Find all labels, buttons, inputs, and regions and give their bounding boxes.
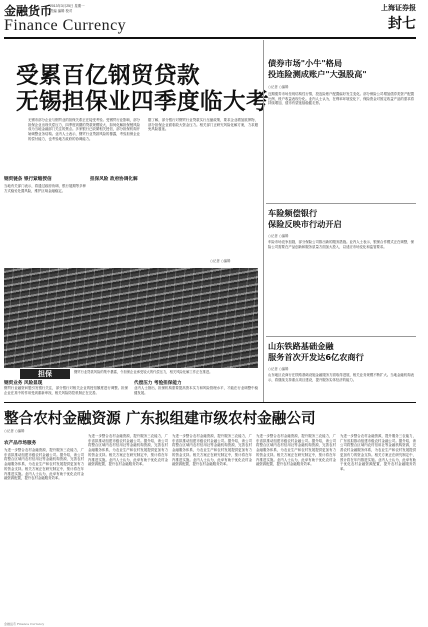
photo-caption: 钢贸行业贷款风险的集中暴露，令担保企业承受较大的代偿压力，相关风险化解工作正在推进。 <box>74 370 213 374</box>
right-article3-byline: ○记者 ○编辑 <box>268 367 289 371</box>
right-article1-body: 近期债券市场呈现结构性行情，投连险账户配置偏好发生变化。部分保险公司增加债券类资产配置比例，账户收益表现分化。业内人士认为，在利率环境变化下，保险资金对固定收益产品的需求将持续增加，债市有望延续稳健走势。 <box>268 92 414 106</box>
bottom-body-col1: 为进一步整合农村金融资源，提升服务三农能力，广东省拟推动组建市级农村金融公司。据介绍，该公司将整合区域内农村信用社等金融机构资源，完善农村金融服务体系，为农业生产和农村发展提供更加有力的资金支持。相关方案正在研究制定中，预计将在年内推进实施。业内人士认为，此举有助于优化农村金融资源配置，提升农村金融服务效率。 <box>4 448 84 481</box>
right-article3-body: 山东地区农商行在铁路基础设施金融服务方面取得进展，相关业务规模不断扩大。当地金融机构表示，将继续支持重点项目建设，提升服务实体经济的能力。 <box>268 373 414 382</box>
right-article2-headline-line2: 保险反映市行动开启 <box>268 219 342 229</box>
right-article2-body: 车险市场竞争加剧，部分保险公司推出新的服务措施。业内人士表示，银保合作模式正在调整，保险公司需要在产品创新和服务质量方面加大投入，以适应市场变化和监管要求。 <box>268 240 414 249</box>
right-article2-headline-line1: 车险频偿银行 <box>268 208 318 218</box>
right-article3-headline-line1: 山东铁路基础金融 <box>268 341 334 351</box>
newspaper-name: 上海证券报 <box>381 3 416 12</box>
middle-subhead-2: 代偿压力 考验担保能力 <box>134 381 182 386</box>
lead-subhead-2: 担保风险 政府协调化解 <box>90 177 138 182</box>
right-article1-headline-line1: 债券市场"小牛"格局 <box>268 58 343 68</box>
section-rule <box>4 402 416 403</box>
middle-body-2: 业内人士指出，担保机构需要提高资本实力和风险管理水平，才能在行业调整中稳健发展。 <box>134 386 258 395</box>
bottom-subhead: 农产品市场服务 <box>4 441 37 446</box>
section-english-title: Finance Currency <box>4 17 127 34</box>
lead-byline: ○记者 ○编辑 <box>210 259 231 263</box>
right-article1-headline-line2: 投连险测成账户"大强股高" <box>268 69 367 79</box>
right-article1-byline: ○记者 ○编辑 <box>268 85 289 89</box>
photo-tag: 担保 <box>20 369 70 379</box>
lead-body-3: 当地有关部门表示，将通过政府协调、银行展期等多种方式稳妥处置风险，维护区域金融稳定。 <box>4 184 86 193</box>
right-divider-2 <box>266 336 416 337</box>
bottom-body-col2: 为进一步整合农村金融资源，提升服务三农能力，广东省拟推动组建市级农村金融公司。据介绍，该公司将整合区域内农村信用社等金融机构资源，完善农村金融服务体系，为农业生产和农村发展提供更加有力的资金支持。相关方案正在研究制定中，预计将在年内推进实施。业内人士认为，此举有助于优化农村金融资源配置，提升农村金融服务效率。 <box>88 434 168 467</box>
middle-body-1: 钢贸行业融资问题引发银行关注，部分银行对相关企业的授信额度进行调整。担保企业在其中的作用受到重新审视，相关风险防控机制正在完善。 <box>4 386 128 395</box>
rebar-photo <box>4 268 258 368</box>
bottom-body-col5: 为进一步整合农村金融资源，提升服务三农能力，广东省拟推动组建市级农村金融公司。据介绍，该公司将整合区域内农村信用社等金融机构资源，完善农村金融服务体系，为农业生产和农村发展提供更加有力的资金支持。相关方案正在研究制定中，预计将在年内推进实施。业内人士认为，此举有助于优化农村金融资源配置，提升农村金融服务效率。 <box>340 434 416 471</box>
lead-headline-line1: 受累百亿钢贸贷款 <box>16 63 201 89</box>
lead-body-2: 据了解，部分银行对钢贸行业贷款实行压缩政策，要求企业增加抵押物，部分担保企业面临较大资金压力。相关部门正研究风险化解方案，力求避免风险蔓延。 <box>148 118 258 132</box>
issue-date: 2013年3月25日 星期一 <box>50 4 85 8</box>
middle-subhead-1: 钢贸业务 风险显现 <box>4 381 43 386</box>
section-title: 金融货币 <box>4 4 53 18</box>
column-divider <box>263 40 264 403</box>
bottom-body-col4: 为进一步整合农村金融资源，提升服务三农能力，广东省拟推动组建市级农村金融公司。据介绍，该公司将整合区域内农村信用社等金融机构资源，完善农村金融服务体系，为农业生产和农村发展提供更加有力的资金支持。相关方案正在研究制定中，预计将在年内推进实施。业内人士认为，此举有助于优化农村金融资源配置，提升农村金融服务效率。 <box>256 434 336 467</box>
lead-headline-line2: 无锡担保业四季度临大考 <box>16 89 270 115</box>
bottom-byline: ○记者 ○编辑 <box>4 429 25 433</box>
page-label: 封七 <box>388 16 416 32</box>
editor-line: 责编 编辑 校对 <box>50 8 73 13</box>
bottom-body-col3: 为进一步整合农村金融资源，提升服务三农能力，广东省拟推动组建市级农村金融公司。据介绍，该公司将整合区域内农村信用社等金融机构资源，完善农村金融服务体系，为农业生产和农村发展提供更加有力的资金支持。相关方案正在研究制定中，预计将在年内推进实施。业内人士认为，此举有助于优化农村金融资源配置，提升农村金融服务效率。 <box>172 434 252 467</box>
right-article2-byline: ○记者 ○编辑 <box>268 234 289 238</box>
right-divider-1 <box>266 203 416 204</box>
issue-meta <box>50 4 85 13</box>
right-article3-headline-line2: 服务首次开发达6亿农商行 <box>268 352 364 362</box>
lead-body: 无锡市部分企业与钢贸业的担保关系正在接受考验。受钢贸行业影响，部分担保企业出现代偿压力，四季度到期的贷款规模较大，如何化解担保链风险成为当地金融部门关注的焦点。多家银行已收紧相关授信，部分担保机构开始调整业务结构。业内人士表示，钢贸行业贷款风险的暴露，考验担保企业的偿付能力，也考验地方政府的协调能力。 <box>28 118 140 141</box>
spacer <box>4 120 26 121</box>
lead-subhead: 钢贸链条 银行紧缩授信 <box>4 177 52 182</box>
bottom-headline: 整合农村金融资源 广东拟组建市级农村金融公司 <box>4 410 316 427</box>
header-rule <box>4 37 416 39</box>
page-footer: 金融货币 Finance Currency <box>4 622 45 626</box>
